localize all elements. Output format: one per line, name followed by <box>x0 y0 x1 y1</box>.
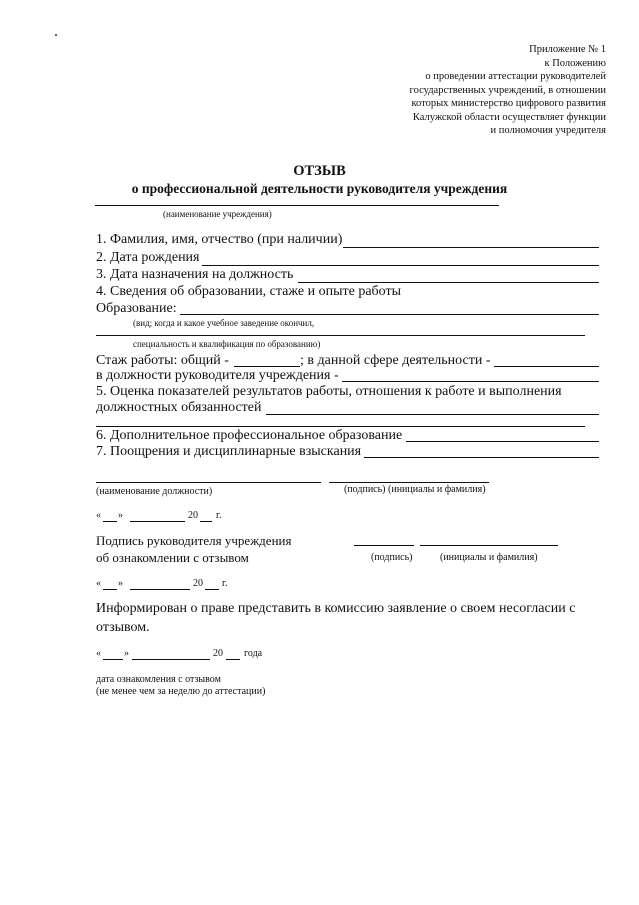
additional-line <box>406 441 599 442</box>
item-birth: 2. Дата рождения <box>96 250 200 265</box>
experience-field-line <box>494 366 599 367</box>
acquaint-date-note: дата ознакомления с отзывом <box>96 674 221 685</box>
month-line <box>130 521 185 522</box>
date-open-quote: « <box>96 578 101 589</box>
appendix-header <box>410 43 606 138</box>
birth-line <box>202 265 599 266</box>
year-line <box>200 521 212 522</box>
month-line <box>130 589 190 590</box>
day-line <box>103 521 117 522</box>
awards-line <box>364 457 599 458</box>
day-line <box>103 659 123 660</box>
date-close-quote: » <box>118 510 123 521</box>
year-line <box>226 659 240 660</box>
year-suffix: года <box>244 648 263 659</box>
position-caption: (наименование должности) <box>96 486 213 497</box>
evaluation-line-2 <box>96 426 585 427</box>
informed-text-cont: отзывом. <box>96 620 150 635</box>
appendix-line: и полномочия учредителя <box>490 125 606 136</box>
appendix-line: которых министерство цифрового развития <box>411 98 606 109</box>
date-close-quote: » <box>118 578 123 589</box>
year-prefix: 20 <box>188 510 198 521</box>
signature-caption: (подпись) (инициалы и фамилия) <box>344 484 486 495</box>
item-experience <box>96 353 229 369</box>
acquaint-label-2: об ознакомлении с отзывом <box>96 550 249 565</box>
item-evaluation: 5. Оценка показателей результатов работы, отношения к работе и выполнения <box>96 384 562 399</box>
education-line-2 <box>96 335 585 336</box>
document-subtitle: о профессиональной деятельности руководителя учреждения <box>131 181 508 196</box>
year-prefix: 20 <box>213 648 223 659</box>
signature-line <box>329 482 489 483</box>
education-line <box>180 314 599 315</box>
appendix-line: Калужской области осуществляет функции <box>412 111 606 123</box>
qualification-hint: специальность и квалификация по образованию) <box>133 339 321 349</box>
acquaint-label-1: Подпись руководителя учреждения <box>96 533 292 548</box>
appointment-line <box>298 282 599 283</box>
scan-speck <box>55 34 57 36</box>
year-suffix: г. <box>222 578 228 589</box>
position-line <box>96 482 321 483</box>
experience-field-label: ; в данной сфере деятельности - <box>300 353 491 368</box>
year-prefix: 20 <box>193 578 203 589</box>
education-hint: (вид; когда и какое учебное заведение окончил, <box>133 318 315 328</box>
institution-line <box>95 205 499 206</box>
date-open-quote: « <box>96 510 101 521</box>
acquaint-sign-caption: (подпись) <box>371 552 413 563</box>
acquaint-name-caption: (инициалы и фамилия) <box>440 552 538 563</box>
document-title: ОТЗЫВ <box>293 163 346 179</box>
item-additional-education: 6. Дополнительное профессиональное образование <box>96 428 403 443</box>
acquaint-signature-line <box>354 545 414 546</box>
evaluation-line <box>266 414 599 415</box>
appendix-line: государственных учреждений, в отношении <box>409 84 606 96</box>
month-line <box>132 659 210 660</box>
experience-total-line <box>234 366 300 367</box>
appendix-line: к Положению <box>544 57 606 69</box>
acquaint-deadline-note: (не менее чем за неделю до аттестации) <box>96 686 266 697</box>
experience-total-label: Стаж работы: общий - <box>96 353 229 368</box>
day-line <box>103 589 117 590</box>
item-awards: 7. Поощрения и дисциплинарные взыскания <box>96 444 362 459</box>
item-position-exp: в должности руководителя учреждения - <box>96 368 339 383</box>
year-line <box>205 589 219 590</box>
item-info: 4. Сведения об образовании, стаже и опыте работы <box>96 284 401 299</box>
informed-text: Информирован о праве представить в комиссию заявление о своем несогласии с <box>96 601 576 616</box>
position-exp-line <box>342 381 599 382</box>
date-close-quote: » <box>124 648 129 659</box>
appendix-line: Приложение № 1 <box>529 44 606 55</box>
year-suffix: г. <box>216 510 222 521</box>
acquaint-name-line <box>420 545 558 546</box>
item-fio: 1. Фамилия, имя, отчество (при наличии) <box>96 232 343 247</box>
item-evaluation-cont: должностных обязанностей <box>96 400 262 415</box>
institution-caption: (наименование учреждения) <box>163 209 272 219</box>
item-education: Образование: <box>96 301 177 316</box>
appendix-line: о проведении аттестации руководителей <box>425 71 606 82</box>
date-open-quote: « <box>96 648 101 659</box>
item-appointment: 3. Дата назначения на должность <box>96 267 294 282</box>
fio-line <box>343 247 599 248</box>
